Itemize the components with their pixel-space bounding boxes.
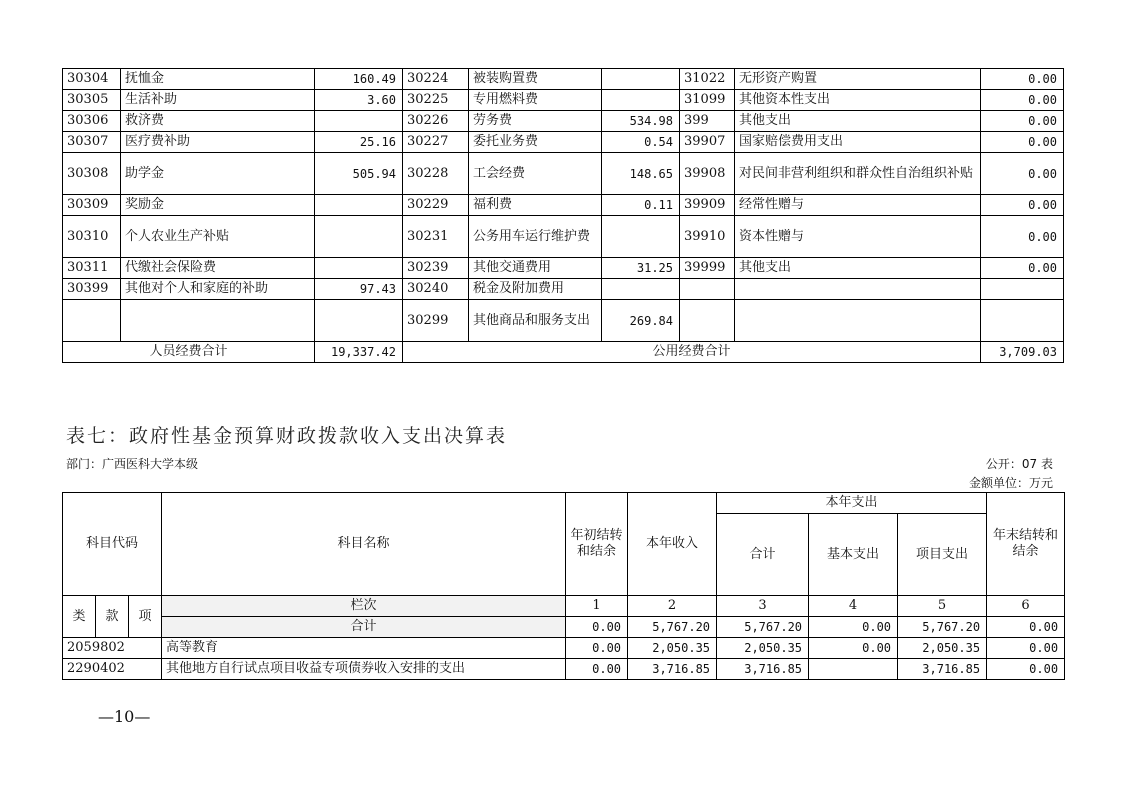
table-row: [63, 279, 1064, 300]
sum-value: 0.00: [566, 617, 628, 638]
row-name: [735, 279, 981, 300]
header-xiang: 项: [129, 596, 162, 638]
public-total-value: 3,709.03: [981, 342, 1064, 363]
subject-name: 高等教育: [162, 638, 566, 659]
row-name: 对民间非营利组织和群众性自治组织补贴: [735, 153, 981, 195]
header-subject-name: 科目名称: [162, 493, 566, 596]
sum-label: 合计: [162, 617, 566, 638]
row-amount: 0.00: [809, 638, 898, 659]
row-name: 奖励金: [121, 195, 315, 216]
row-amount: 2,050.35: [628, 638, 717, 659]
row-amount: 0.00: [981, 195, 1064, 216]
row-name: [121, 300, 315, 342]
row-amount: [602, 90, 680, 111]
row-name: 医疗费补助: [121, 132, 315, 153]
row-code: 30309: [63, 195, 121, 216]
row-name: 其他支出: [735, 111, 981, 132]
row-code: 30239: [403, 258, 469, 279]
table-row: [63, 638, 1065, 659]
row-code: 30305: [63, 90, 121, 111]
row-name: 其他商品和服务支出: [469, 300, 602, 342]
row-name: 工会经费: [469, 153, 602, 195]
row-amount: 0.11: [602, 195, 680, 216]
col-num: 4: [809, 596, 898, 617]
row-code: 30306: [63, 111, 121, 132]
row-amount: [602, 69, 680, 90]
table-row: [63, 300, 1064, 342]
row-amount: [602, 279, 680, 300]
row-code: 31099: [680, 90, 735, 111]
personnel-total-value: 19,337.42: [315, 342, 403, 363]
row-name: 经常性赠与: [735, 195, 981, 216]
row-code: 39907: [680, 132, 735, 153]
row-code: 30231: [403, 216, 469, 258]
row-amount: 0.00: [981, 111, 1064, 132]
row-amount: [315, 258, 403, 279]
table-row: [63, 111, 1064, 132]
personnel-total-label: 人员经费合计: [63, 342, 315, 363]
row-name: 福利费: [469, 195, 602, 216]
row-name: 助学金: [121, 153, 315, 195]
row-name: 代缴社会保险费: [121, 258, 315, 279]
page-number: —10—: [98, 707, 151, 726]
row-amount: [981, 279, 1064, 300]
row-amount: [315, 300, 403, 342]
row-amount: 0.00: [987, 659, 1065, 680]
row-name: 国家赔偿费用支出: [735, 132, 981, 153]
row-code: 30225: [403, 90, 469, 111]
row-code: 30226: [403, 111, 469, 132]
row-amount: 3.60: [315, 90, 403, 111]
row-name: 其他资本性支出: [735, 90, 981, 111]
row-name: 救济费: [121, 111, 315, 132]
row-code: 30229: [403, 195, 469, 216]
row-code: [680, 279, 735, 300]
row-name: 其他交通费用: [469, 258, 602, 279]
row-code: 39910: [680, 216, 735, 258]
row-code: 39999: [680, 258, 735, 279]
header-begin-balance: 年初结转和结余: [566, 493, 628, 596]
row-amount: 25.16: [315, 132, 403, 153]
sum-row: [63, 617, 1065, 638]
row-code: [680, 300, 735, 342]
sum-value: 5,767.20: [898, 617, 987, 638]
header-lanci: 栏次: [162, 596, 566, 617]
row-name: [735, 300, 981, 342]
row-amount: 0.00: [981, 216, 1064, 258]
table-row: [63, 69, 1064, 90]
row-code: 30240: [403, 279, 469, 300]
fund-budget-table: [62, 492, 1065, 680]
header-total: 合计: [717, 514, 809, 596]
row-code: 30228: [403, 153, 469, 195]
row-amount: 2,050.35: [898, 638, 987, 659]
row-name: 资本性赠与: [735, 216, 981, 258]
subject-code: 2059802: [63, 638, 162, 659]
table-code: 公开：07 表: [985, 457, 1053, 471]
table-row: [63, 153, 1064, 195]
table-row: [63, 132, 1064, 153]
department-label: 部门：广西医科大学本级: [66, 457, 199, 471]
col-num: 1: [566, 596, 628, 617]
sum-value: 0.00: [809, 617, 898, 638]
col-num: 5: [898, 596, 987, 617]
row-amount: 0.00: [981, 90, 1064, 111]
row-amount: [981, 300, 1064, 342]
row-amount: 3,716.85: [717, 659, 809, 680]
table-row: [63, 90, 1064, 111]
subject-code: 2290402: [63, 659, 162, 680]
header-basic: 基本支出: [809, 514, 898, 596]
row-amount: 269.84: [602, 300, 680, 342]
row-amount: [315, 195, 403, 216]
row-amount: 505.94: [315, 153, 403, 195]
table-row: [63, 258, 1064, 279]
header-income: 本年收入: [628, 493, 717, 596]
expense-detail-table: [62, 68, 1064, 363]
row-code: 30227: [403, 132, 469, 153]
row-name: 个人农业生产补贴: [121, 216, 315, 258]
col-num: 6: [987, 596, 1065, 617]
row-code: 30224: [403, 69, 469, 90]
row-code: 39909: [680, 195, 735, 216]
row-name: 劳务费: [469, 111, 602, 132]
row-name: 生活补助: [121, 90, 315, 111]
subject-name: 其他地方自行试点项目收益专项债券收入安排的支出: [162, 659, 566, 680]
row-amount: [315, 216, 403, 258]
row-code: 30311: [63, 258, 121, 279]
row-name: 抚恤金: [121, 69, 315, 90]
row-amount: 3,716.85: [898, 659, 987, 680]
row-name: 无形资产购置: [735, 69, 981, 90]
row-code: 31022: [680, 69, 735, 90]
public-total-label: 公用经费合计: [403, 342, 981, 363]
row-name: 专用燃料费: [469, 90, 602, 111]
row-amount: 97.43: [315, 279, 403, 300]
row-code: 30299: [403, 300, 469, 342]
row-amount: 0.00: [566, 638, 628, 659]
row-amount: 2,050.35: [717, 638, 809, 659]
row-code: 30308: [63, 153, 121, 195]
total-row: [63, 342, 1064, 363]
table-row: [63, 216, 1064, 258]
row-amount: 0.00: [981, 132, 1064, 153]
sum-value: 5,767.20: [628, 617, 717, 638]
row-amount: 534.98: [602, 111, 680, 132]
header-lei: 类: [63, 596, 96, 638]
header-end-balance: 年末结转和结余: [987, 493, 1065, 596]
table-row: [63, 195, 1064, 216]
row-name: 公务用车运行维护费: [469, 216, 602, 258]
row-name: 税金及附加费用: [469, 279, 602, 300]
table-row: [63, 659, 1065, 680]
row-amount: 0.00: [566, 659, 628, 680]
table-title: 表七：政府性基金预算财政拨款收入支出决算表: [66, 425, 508, 447]
row-amount: 160.49: [315, 69, 403, 90]
row-code: 30310: [63, 216, 121, 258]
row-code: 30304: [63, 69, 121, 90]
row-name: 其他支出: [735, 258, 981, 279]
row-amount: 31.25: [602, 258, 680, 279]
header-subject-code: 科目代码: [63, 493, 162, 596]
col-num: 2: [628, 596, 717, 617]
sum-value: 0.00: [987, 617, 1065, 638]
row-code: 39908: [680, 153, 735, 195]
header-expense: 本年支出: [717, 493, 987, 514]
row-amount: 148.65: [602, 153, 680, 195]
amount-unit: 金额单位：万元: [968, 476, 1053, 490]
row-amount: 0.00: [987, 638, 1065, 659]
row-code: [63, 300, 121, 342]
row-name: 委托业务费: [469, 132, 602, 153]
row-code: 30307: [63, 132, 121, 153]
row-code: 30399: [63, 279, 121, 300]
header-project: 项目支出: [898, 514, 987, 596]
row-name: 其他对个人和家庭的补助: [121, 279, 315, 300]
row-amount: [602, 216, 680, 258]
row-amount: 0.54: [602, 132, 680, 153]
row-amount: 0.00: [981, 153, 1064, 195]
row-amount: [809, 659, 898, 680]
col-num: 3: [717, 596, 809, 617]
row-amount: 3,716.85: [628, 659, 717, 680]
sum-value: 5,767.20: [717, 617, 809, 638]
header-kuan: 款: [96, 596, 129, 638]
row-amount: 0.00: [981, 69, 1064, 90]
row-name: 被装购置费: [469, 69, 602, 90]
row-code: 399: [680, 111, 735, 132]
row-amount: [315, 111, 403, 132]
row-amount: 0.00: [981, 258, 1064, 279]
